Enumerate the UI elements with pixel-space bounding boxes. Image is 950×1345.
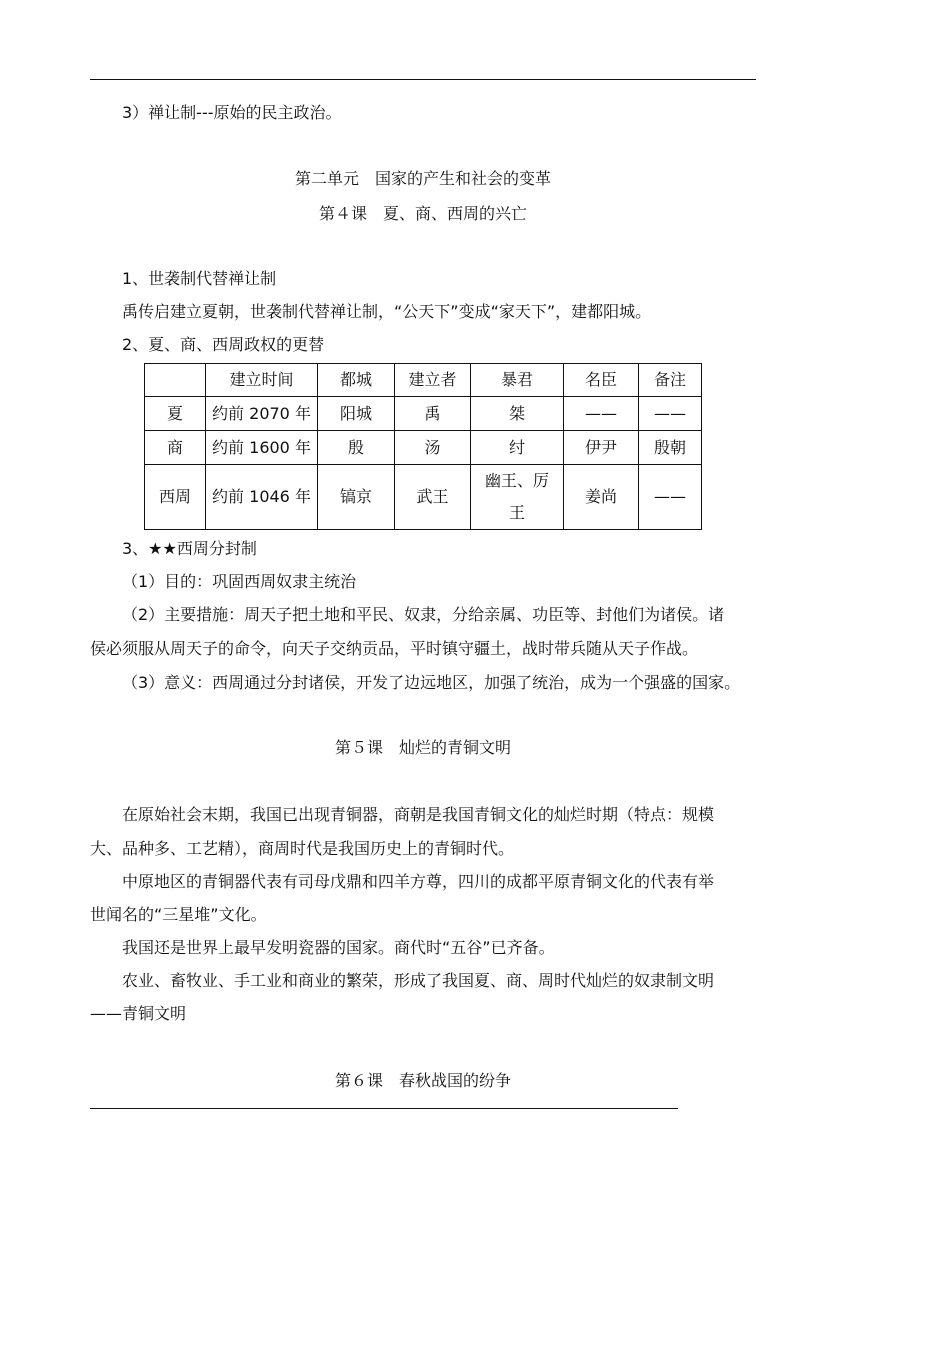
lesson5-para3: 我国还是世界上最早发明瓷器的国家。商代时“五谷”已齐备。 (122, 938, 555, 957)
table-header-cell: 备注 (639, 364, 702, 397)
table-cell: 殷 (318, 431, 395, 465)
section3-heading: 3、★★西周分封制 (122, 539, 257, 558)
table-row (145, 397, 702, 431)
table-cell: 约前 2070 年 (206, 397, 318, 431)
table-cell: 禹 (395, 397, 471, 431)
dynasty-table (144, 363, 702, 530)
lesson5-para2-line1: 中原地区的青铜器代表有司母戊鼎和四羊方尊，四川的成都平原青铜文化的代表有举 (122, 872, 715, 891)
table-cell: —— (564, 397, 639, 431)
lesson5-para4-line1: 农业、畜牧业、手工业和商业的繁荣，形成了我国夏、商、周时代灿烂的奴隶制文明 (122, 971, 715, 990)
section1-heading: 1、世袭制代替禅让制 (122, 269, 277, 288)
table-cell: 镐京 (318, 465, 395, 530)
intro-line: 3）禅让制---原始的民主政治。 (122, 103, 342, 122)
table-cell: 夏 (145, 397, 206, 431)
table-cell: 约前 1600 年 (206, 431, 318, 465)
table-cell: 幽王、厉王 (471, 465, 564, 530)
table-cell: 汤 (395, 431, 471, 465)
header-rule (90, 79, 756, 80)
lesson5-para2-line2: 世闻名的“三星堆”文化。 (90, 905, 267, 924)
table-cell: 约前 1046 年 (206, 465, 318, 530)
table-header-cell: 建立者 (395, 364, 471, 397)
table-header-row (145, 364, 702, 397)
lesson5-para1-line1: 在原始社会末期，我国已出现青铜器，商朝是我国青铜文化的灿烂时期（特点：规模 (122, 805, 715, 824)
table-cell: 西周 (145, 465, 206, 530)
table-header-cell (145, 364, 206, 397)
section3-measures-line1: （2）主要措施：周天子把土地和平民、奴隶，分给亲属、功臣等、封他们为诸侯。诸 (122, 605, 725, 624)
table-header-cell: 都城 (318, 364, 395, 397)
table-cell: 桀 (471, 397, 564, 431)
table-header-cell: 名臣 (564, 364, 639, 397)
table-row (145, 465, 702, 530)
table-cell: 纣 (471, 431, 564, 465)
table-cell: 伊尹 (564, 431, 639, 465)
table-cell: 武王 (395, 465, 471, 530)
lesson5-title: 第５课 灿烂的青铜文明 (334, 738, 511, 757)
table-header-cell: 暴君 (471, 364, 564, 397)
lesson5-para4-line2: ——青铜文明 (90, 1004, 187, 1023)
footer-rule (90, 1108, 678, 1109)
table-row (145, 431, 702, 465)
lesson6-title: 第６课 春秋战国的纷争 (334, 1071, 511, 1090)
table-cell: 殷朝 (639, 431, 702, 465)
section3-significance: （3）意义：西周通过分封诸侯，开发了边远地区，加强了统治，成为一个强盛的国家。 (122, 673, 741, 692)
table-header-cell: 建立时间 (206, 364, 318, 397)
section1-text: 禹传启建立夏朝，世袭制代替禅让制，“公天下”变成“家天下”，建都阳城。 (122, 302, 652, 321)
section3-measures-line2: 侯必须服从周天子的命令，向天子交纳贡品，平时镇守疆土，战时带兵随从天子作战。 (90, 639, 699, 658)
table-cell: —— (639, 465, 702, 530)
lesson5-para1-line2: 大、品种多、工艺精），商周时代是我国历史上的青铜时代。 (90, 839, 515, 858)
table-cell: 姜尚 (564, 465, 639, 530)
table-cell: 商 (145, 431, 206, 465)
lesson4-title: 第４课 夏、商、西周的兴亡 (318, 204, 527, 223)
unit-title: 第二单元 国家的产生和社会的变革 (294, 169, 551, 188)
table-cell: 阳城 (318, 397, 395, 431)
table-cell: —— (639, 397, 702, 431)
section2-heading: 2、夏、商、西周政权的更替 (122, 335, 325, 354)
section3-purpose: （1）目的：巩固西周奴隶主统治 (122, 572, 357, 591)
